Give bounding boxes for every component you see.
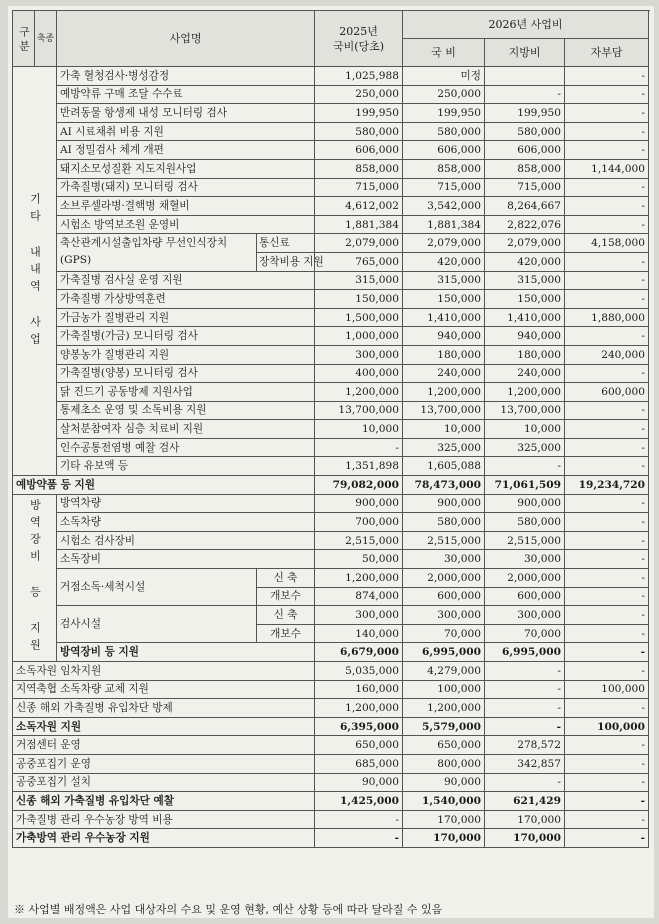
item-name: 가금농가 질병관리 지원 [57,308,315,327]
cell-nat: 1,881,384 [403,215,485,234]
cell-self: - [565,699,649,718]
document-page [8,6,654,918]
cell-loc: 240,000 [485,364,565,383]
subtotal-name: 예방약품 등 지원 [13,476,315,495]
cell-loc: 1,410,000 [485,308,565,327]
cell-nat: 325,000 [403,438,485,457]
cell-nat: 70,000 [403,624,485,643]
cell-v2025: 858,000 [315,159,403,178]
table-row [13,327,649,346]
cell-self: - [565,104,649,123]
cell-self: - [565,569,649,588]
item-name: 양봉농가 질병관리 지원 [57,345,315,364]
cell-self: - [565,624,649,643]
cell-self: - [565,420,649,439]
cell-v2025: 1,200,000 [315,383,403,402]
cell-nat: 199,950 [403,104,485,123]
cell-loc: - [485,680,565,699]
cell-nat: 90,000 [403,773,485,792]
subtotal-row [13,792,649,811]
cell-nat: 250,000 [403,85,485,104]
group-label-equipment: 방역장비 등 지원 [13,494,57,661]
cell-self: - [565,178,649,197]
cell-nat: 580,000 [403,513,485,532]
cell-loc: 300,000 [485,606,565,625]
cell-self: 1,144,000 [565,159,649,178]
cell-self: 1,880,000 [565,308,649,327]
cell-loc: 278,572 [485,736,565,755]
header-2025 [315,11,403,67]
cell-nat: 13,700,000 [403,401,485,420]
item-name: 반려동물 항생제 내성 모니터링 검사 [57,104,315,123]
cell-nat: 1,540,000 [403,792,485,811]
cell-v2025: 300,000 [315,606,403,625]
item-name: 지역축협 소독차량 교체 지원 [13,680,315,699]
table-row [13,494,649,513]
sub-item: 신 축 [257,569,315,588]
cell-loc: 1,200,000 [485,383,565,402]
item-name: 거점소독·세척시설 [57,569,257,606]
cell-nat: 30,000 [403,550,485,569]
table-row [13,67,649,86]
cell-v2025: 715,000 [315,178,403,197]
sub-item: 개보수 [257,624,315,643]
cell-self: - [565,438,649,457]
table-row [13,438,649,457]
item-name: 소독장비 [57,550,315,569]
cell-loc: 606,000 [485,141,565,160]
item-name: 예방약류 구매 조달 수수료 [57,85,315,104]
cell-nat: 940,000 [403,327,485,346]
table-row [13,773,649,792]
item-name: 살처분참여자 심층 치료비 지원 [57,420,315,439]
budget-table [12,10,649,848]
cell-v2025: 199,950 [315,104,403,123]
cell-v2025: - [315,438,403,457]
cell-self: - [565,457,649,476]
cell-loc: 2,079,000 [485,234,565,253]
cell-nat: 78,473,000 [403,476,485,495]
cell-nat: 150,000 [403,290,485,309]
table-row [13,680,649,699]
cell-v2025: 6,395,000 [315,717,403,736]
item-name: 기타 유보액 등 [57,457,315,476]
cell-nat: 3,542,000 [403,197,485,216]
table-row [13,569,649,588]
cell-self: 240,000 [565,345,649,364]
table-row [13,104,649,123]
cell-self: - [565,792,649,811]
cell-nat: 2,000,000 [403,569,485,588]
cell-v2025: 10,000 [315,420,403,439]
table-row [13,736,649,755]
cell-loc: 150,000 [485,290,565,309]
cell-v2025: 90,000 [315,773,403,792]
table-body [13,67,649,848]
cell-nat: 300,000 [403,606,485,625]
header-2025-sub: 국비(당초) [332,39,385,53]
cell-v2025: 79,082,000 [315,476,403,495]
item-name: 닭 진드기 공동방제 지원사업 [57,383,315,402]
table-row [13,345,649,364]
table-row [13,513,649,532]
item-name: AI 시료채취 비용 지원 [57,122,315,141]
cell-v2025: 1,425,000 [315,792,403,811]
item-name: 시험소 방역보조원 운영비 [57,215,315,234]
cell-self: - [565,606,649,625]
cell-v2025: 580,000 [315,122,403,141]
cell-v2025: 900,000 [315,494,403,513]
cell-nat: 858,000 [403,159,485,178]
cell-v2025: - [315,810,403,829]
cell-nat: 240,000 [403,364,485,383]
table-row [13,85,649,104]
cell-self: - [565,401,649,420]
cell-v2025: 1,351,898 [315,457,403,476]
header-self: 자부담 [565,39,649,67]
subtotal-name: 가축방역 관리 우수농장 지원 [13,829,315,848]
cell-loc: 13,700,000 [485,401,565,420]
item-name: 소독자원 임차지원 [13,662,315,681]
item-name: 인수공통전염병 예찰 검사 [57,438,315,457]
cell-v2025: 5,035,000 [315,662,403,681]
cell-self: 100,000 [565,680,649,699]
subtotal-name: 소독자원 지원 [13,717,315,736]
cell-loc: 2,000,000 [485,569,565,588]
item-name: 검사시설 [57,606,257,643]
cell-self: - [565,215,649,234]
table-row [13,197,649,216]
cell-self: - [565,85,649,104]
cell-nat: 800,000 [403,754,485,773]
cell-nat: 420,000 [403,252,485,271]
sub-item: 신 축 [257,606,315,625]
cell-loc: 621,429 [485,792,565,811]
cell-v2025: 765,000 [315,252,403,271]
cell-loc: 2,822,076 [485,215,565,234]
cell-v2025: 685,000 [315,754,403,773]
cell-loc: 6,995,000 [485,643,565,662]
cell-v2025: 13,700,000 [315,401,403,420]
subtotal-row [13,717,649,736]
cell-loc: 420,000 [485,252,565,271]
cell-v2025: 400,000 [315,364,403,383]
cell-self: - [565,550,649,569]
cell-loc: 70,000 [485,624,565,643]
sub-item: 개보수 [257,587,315,606]
table-row [13,550,649,569]
cell-nat: 2,079,000 [403,234,485,253]
cell-self: - [565,810,649,829]
cell-loc: 325,000 [485,438,565,457]
cell-self: - [565,290,649,309]
cell-nat: 1,605,088 [403,457,485,476]
table-row [13,420,649,439]
item-name: 가축질병 검사실 운영 지원 [57,271,315,290]
item-name: 축산관계시설출입차량 무선인식장치(GPS) [57,234,257,271]
cell-v2025: 1,500,000 [315,308,403,327]
header-gubun: 구 분 [13,11,35,67]
cell-v2025: 1,200,000 [315,699,403,718]
cell-self: - [565,252,649,271]
table-row [13,699,649,718]
cell-loc: 71,061,509 [485,476,565,495]
item-name: AI 정밀검사 체계 개편 [57,141,315,160]
item-name: 공중포집기 운영 [13,754,315,773]
cell-nat: 606,000 [403,141,485,160]
cell-v2025: - [315,829,403,848]
cell-v2025: 160,000 [315,680,403,699]
table-row [13,457,649,476]
cell-nat: 5,579,000 [403,717,485,736]
cell-loc: 580,000 [485,122,565,141]
cell-self: - [565,587,649,606]
cell-loc: - [485,662,565,681]
cell-loc: 580,000 [485,513,565,532]
sub-item: 장착비용 지원 [257,252,315,271]
table-row [13,308,649,327]
cell-self: - [565,829,649,848]
cell-loc: 199,950 [485,104,565,123]
table-row [13,364,649,383]
table-row [13,159,649,178]
item-name: 시험소 검사장비 [57,531,315,550]
item-name: 소브루셀라병·결핵병 채혈비 [57,197,315,216]
subtotal-row [13,476,649,495]
cell-nat: 170,000 [403,810,485,829]
cell-nat: 315,000 [403,271,485,290]
cell-self: - [565,197,649,216]
cell-loc: - [485,85,565,104]
table-row [13,290,649,309]
cell-loc: 170,000 [485,829,565,848]
cell-self: - [565,643,649,662]
cell-v2025: 1,881,384 [315,215,403,234]
item-name: 가축질병(가금) 모니터링 검사 [57,327,315,346]
cell-self: - [565,271,649,290]
cell-self: - [565,494,649,513]
cell-loc: 30,000 [485,550,565,569]
cell-self: - [565,773,649,792]
cell-loc: 342,857 [485,754,565,773]
table-row [13,754,649,773]
item-name: 공중포집기 설치 [13,773,315,792]
cell-self: 100,000 [565,717,649,736]
item-name: 방역차량 [57,494,315,513]
cell-loc: 10,000 [485,420,565,439]
cell-self: - [565,754,649,773]
cell-self: - [565,122,649,141]
header-chukjong: 축종 [35,11,57,67]
cell-self: - [565,364,649,383]
item-name: 가축 혈청검사·병성감정 [57,67,315,86]
cell-loc: 715,000 [485,178,565,197]
cell-self: 600,000 [565,383,649,402]
table-row [13,271,649,290]
cell-nat: 715,000 [403,178,485,197]
cell-nat: 6,995,000 [403,643,485,662]
cell-nat: 1,200,000 [403,383,485,402]
table-row [13,383,649,402]
sub-item: 통신료 [257,234,315,253]
cell-nat: 1,200,000 [403,699,485,718]
cell-nat: 2,515,000 [403,531,485,550]
cell-loc [485,67,565,86]
item-name: 소독차량 [57,513,315,532]
cell-v2025: 874,000 [315,587,403,606]
cell-v2025: 700,000 [315,513,403,532]
cell-v2025: 4,612,002 [315,197,403,216]
header-name: 사업명 [57,11,315,67]
cell-v2025: 1,000,000 [315,327,403,346]
cell-v2025: 250,000 [315,85,403,104]
cell-v2025: 2,515,000 [315,531,403,550]
cell-v2025: 300,000 [315,345,403,364]
cell-nat: 650,000 [403,736,485,755]
cell-self: - [565,531,649,550]
table-row [13,531,649,550]
table-row [13,662,649,681]
cell-nat: 10,000 [403,420,485,439]
cell-loc: 600,000 [485,587,565,606]
subtotal-name: 신종 해외 가축질병 유입차단 예찰 [13,792,315,811]
cell-v2025: 150,000 [315,290,403,309]
cell-v2025: 606,000 [315,141,403,160]
cell-self: - [565,67,649,86]
cell-loc: 170,000 [485,810,565,829]
cell-nat: 미정 [403,67,485,86]
item-name: 가축질병(돼지) 모니터링 검사 [57,178,315,197]
cell-loc: 900,000 [485,494,565,513]
cell-v2025: 140,000 [315,624,403,643]
table-row [13,122,649,141]
item-name: 가축질병 관리 우수농장 방역 비용 [13,810,315,829]
item-name: 거점센터 운영 [13,736,315,755]
table-row [13,401,649,420]
cell-nat: 600,000 [403,587,485,606]
cell-nat: 180,000 [403,345,485,364]
header-local: 지방비 [485,39,565,67]
cell-nat: 1,410,000 [403,308,485,327]
cell-loc: 315,000 [485,271,565,290]
cell-self: - [565,662,649,681]
table-row [13,215,649,234]
cell-loc: 8,264,667 [485,197,565,216]
table-row [13,234,649,253]
item-name: 통제초소 운영 및 소독비용 지원 [57,401,315,420]
cell-nat: 900,000 [403,494,485,513]
cell-nat: 580,000 [403,122,485,141]
cell-loc: - [485,773,565,792]
subtotal-name: 방역장비 등 지원 [57,643,315,662]
cell-self: - [565,141,649,160]
cell-loc: - [485,699,565,718]
header-2026: 2026년 사업비 [403,11,649,39]
cell-v2025: 650,000 [315,736,403,755]
cell-self: - [565,736,649,755]
subtotal-row [13,643,649,662]
item-name: 돼지소모성질환 지도지원사업 [57,159,315,178]
cell-nat: 4,279,000 [403,662,485,681]
cell-loc: 2,515,000 [485,531,565,550]
subtotal-row [13,829,649,848]
footnote: ※ 사업별 배정액은 사업 대상자의 수요 및 운영 현황, 예산 상황 등에 따라 달라질 수 있음 [14,903,443,916]
header-2025-year: 2025년 [339,24,378,38]
cell-loc: - [485,457,565,476]
table-row [13,141,649,160]
cell-v2025: 1,025,988 [315,67,403,86]
cell-loc: 858,000 [485,159,565,178]
table-row [13,606,649,625]
cell-self: - [565,513,649,532]
cell-self: 19,234,720 [565,476,649,495]
item-name: 신종 해외 가축질병 유입차단 방제 [13,699,315,718]
cell-v2025: 315,000 [315,271,403,290]
cell-loc: - [485,717,565,736]
cell-v2025: 1,200,000 [315,569,403,588]
cell-v2025: 6,679,000 [315,643,403,662]
cell-v2025: 50,000 [315,550,403,569]
cell-loc: 940,000 [485,327,565,346]
header-national: 국 비 [403,39,485,67]
table-row [13,810,649,829]
cell-v2025: 2,079,000 [315,234,403,253]
cell-self: 4,158,000 [565,234,649,253]
group-label-etc: 기타 내내역 사업 [13,67,57,476]
cell-self: - [565,327,649,346]
cell-nat: 170,000 [403,829,485,848]
item-name: 가축질병(양봉) 모니터링 검사 [57,364,315,383]
item-name: 가축질병 가상방역훈련 [57,290,315,309]
cell-nat: 100,000 [403,680,485,699]
cell-loc: 180,000 [485,345,565,364]
table-row [13,178,649,197]
